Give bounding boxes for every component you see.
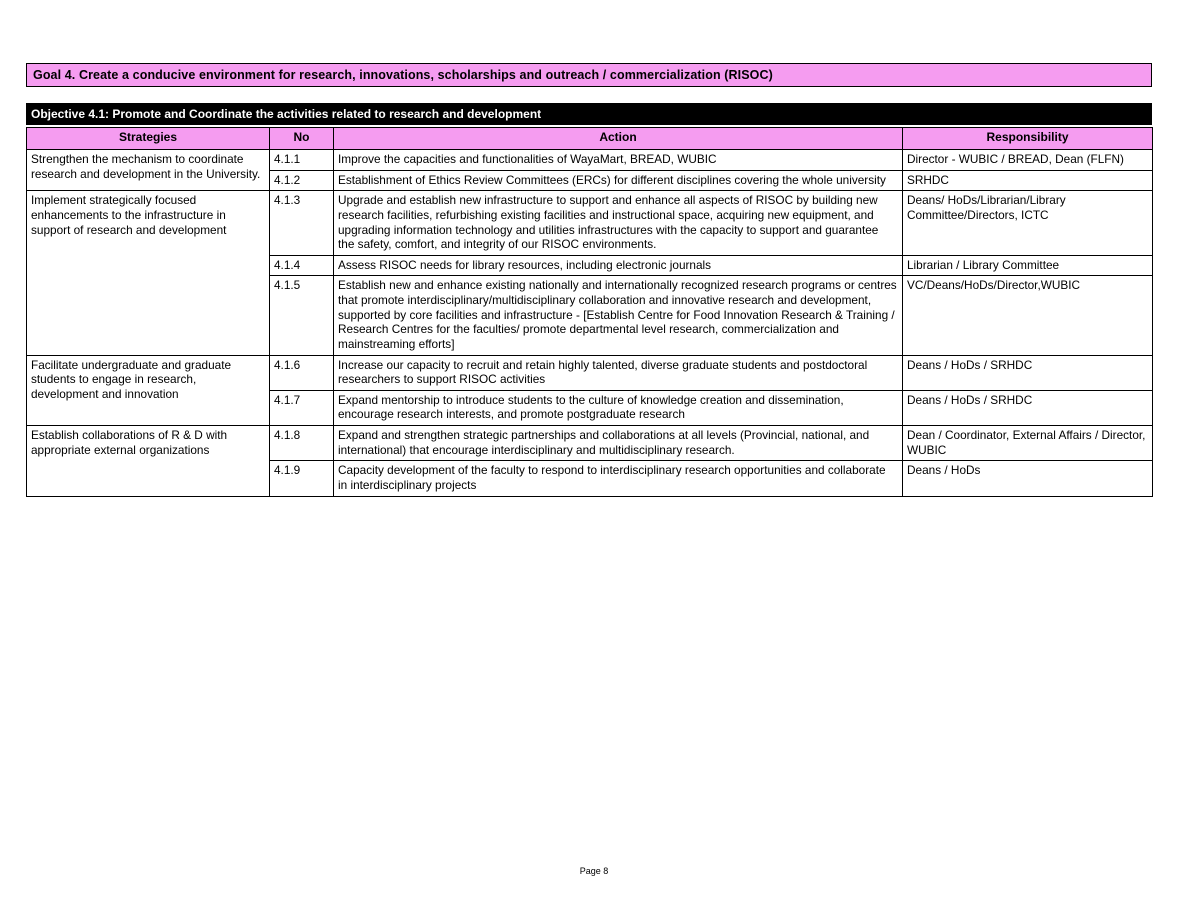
cell-no: 4.1.3 [270, 191, 334, 256]
page-number: Page 8 [579, 866, 609, 876]
goal-banner: Goal 4. Create a conducive environment for research, innovations, scholarships and outreach / commercialization (RISOC) [26, 63, 1152, 87]
strategy-matrix-table [26, 127, 1153, 497]
table-row [27, 355, 1153, 390]
cell-action: Assess RISOC needs for library resources, including electronic journals [334, 255, 903, 276]
cell-action: Expand and strengthen strategic partnerships and collaborations at all levels (Provincial, national, and international) that encourage interdisciplinary and multidisciplinary research. [334, 426, 903, 461]
cell-strategy: Establish collaborations of R & D with appropriate external organizations [27, 426, 270, 497]
cell-responsibility: SRHDC [903, 170, 1153, 191]
cell-action: Increase our capacity to recruit and retain highly talented, diverse graduate students and postdoctoral researchers to support RISOC activities [334, 355, 903, 390]
cell-action: Improve the capacities and functionalities of WayaMart, BREAD, WUBIC [334, 150, 903, 171]
cell-responsibility: Director - WUBIC / BREAD, Dean (FLFN) [903, 150, 1153, 171]
cell-no: 4.1.4 [270, 255, 334, 276]
cell-no: 4.1.1 [270, 150, 334, 171]
cell-action: Establishment of Ethics Review Committees (ERCs) for different disciplines covering the whole university [334, 170, 903, 191]
table-row [27, 426, 1153, 461]
cell-no: 4.1.5 [270, 276, 334, 355]
column-header-strategies: Strategies [27, 128, 270, 150]
cell-no: 4.1.8 [270, 426, 334, 461]
cell-responsibility: VC/Deans/HoDs/Director,WUBIC [903, 276, 1153, 355]
column-header-responsibility: Responsibility [903, 128, 1153, 150]
cell-strategy: Strengthen the mechanism to coordinate research and development in the University. [27, 150, 270, 191]
cell-action: Upgrade and establish new infrastructure to support and enhance all aspects of RISOC by building new research facilities, refurbishing existing facilities and instructional space, acquiring new equipment, and upgrading information technology and utilities infrastructures with the capacity to support and guarantee the safety, comfort, and integrity of our RISOC environments. [334, 191, 903, 256]
objective-banner: Objective 4.1: Promote and Coordinate the activities related to research and development [26, 103, 1152, 125]
cell-responsibility: Deans / HoDs / SRHDC [903, 390, 1153, 425]
table-row [27, 150, 1153, 171]
cell-responsibility: Deans / HoDs / SRHDC [903, 355, 1153, 390]
cell-no: 4.1.9 [270, 461, 334, 496]
cell-responsibility: Librarian / Library Committee [903, 255, 1153, 276]
column-header-no: No [270, 128, 334, 150]
cell-action: Capacity development of the faculty to respond to interdisciplinary research opportunities and collaborate in interdisciplinary projects [334, 461, 903, 496]
cell-strategy: Implement strategically focused enhancements to the infrastructure in support of research and development [27, 191, 270, 355]
cell-strategy: Facilitate undergraduate and graduate students to engage in research, development and innovation [27, 355, 270, 426]
table-row [27, 191, 1153, 256]
cell-no: 4.1.6 [270, 355, 334, 390]
table-body [27, 150, 1153, 497]
cell-no: 4.1.2 [270, 170, 334, 191]
cell-action: Expand mentorship to introduce students to the culture of knowledge creation and dissemination, encourage research interests, and promote postgraduate research [334, 390, 903, 425]
cell-action: Establish new and enhance existing nationally and internationally recognized research programs or centres that promote interdisciplinary/multidisciplinary collaboration and innovative research and development, supported by core facilities and infrastructure - [Establish Centre for Food Innovation Research & Training / Research Centres for the faculties/ promote departmental level research, commercialization and mainstreaming efforts] [334, 276, 903, 355]
cell-responsibility: Deans / HoDs [903, 461, 1153, 496]
cell-responsibility: Deans/ HoDs/Librarian/Library Committee/Directors, ICTC [903, 191, 1153, 256]
cell-no: 4.1.7 [270, 390, 334, 425]
cell-responsibility: Dean / Coordinator, External Affairs / Director, WUBIC [903, 426, 1153, 461]
table-header-row [27, 128, 1153, 150]
column-header-action: Action [334, 128, 903, 150]
